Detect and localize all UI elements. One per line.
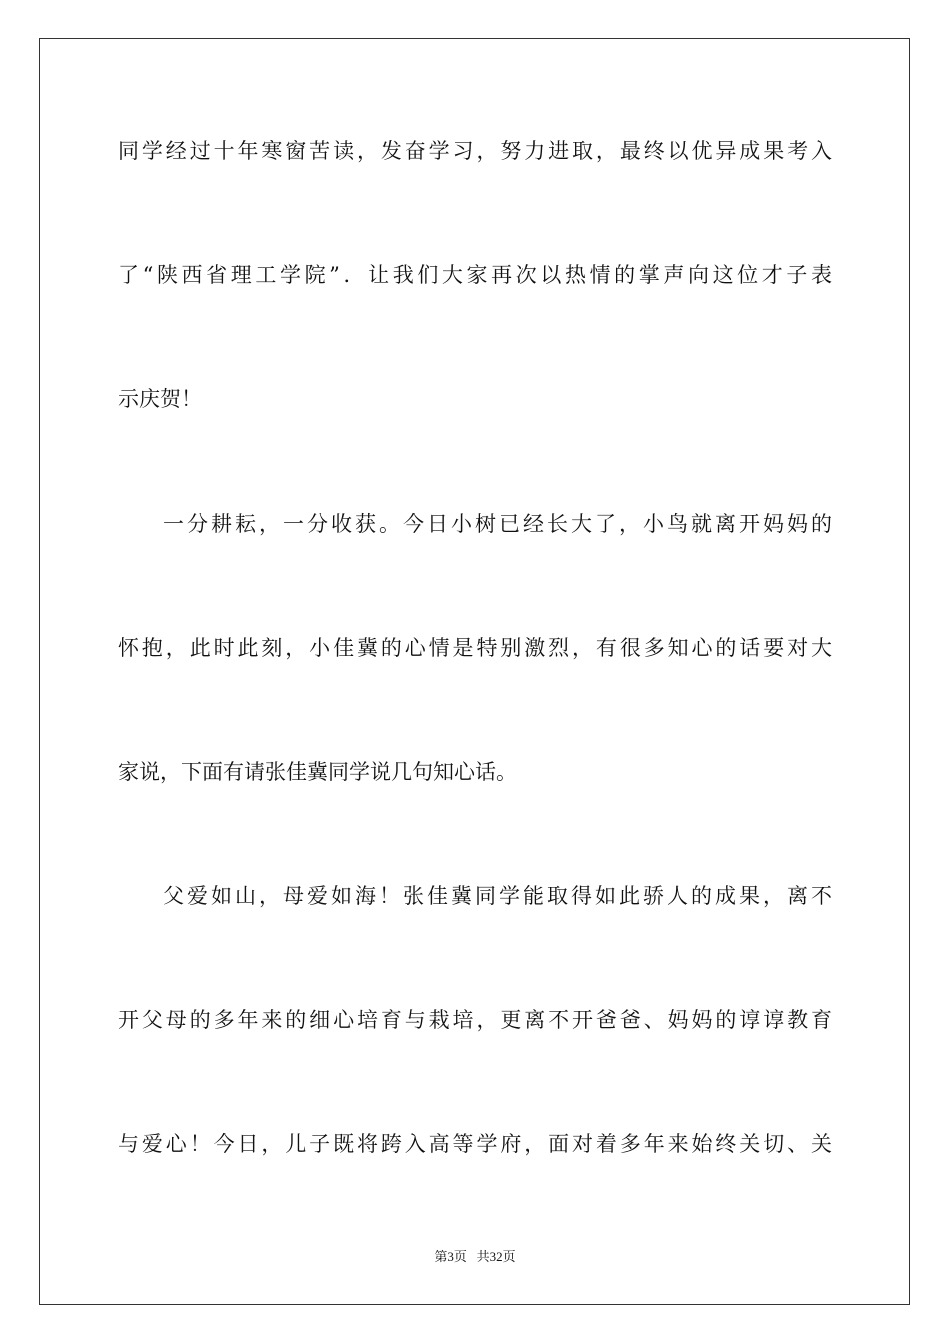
paragraph-line-indented: 一分耕耘，一分收获。今日小树已经长大了，小鸟就离开妈妈的 (163, 512, 832, 536)
page-border (39, 38, 910, 1305)
page-number: 第3页 (434, 1249, 467, 1264)
page-total: 共32页 (476, 1249, 516, 1264)
paragraph-line: 了“陕西省理工学院”．让我们大家再次以热情的掌声向这位才子表 (118, 263, 832, 287)
paragraph-line: 同学经过十年寒窗苦读，发奋学习，努力进取，最终以优异成果考入 (118, 139, 832, 163)
page-footer (0, 1246, 950, 1265)
paragraph-line: 家说，下面有请张佳冀同学说几句知心话。 (118, 760, 517, 784)
paragraph-line: 开父母的多年来的细心培育与栽培，更离不开爸爸、妈妈的谆谆教育 (118, 1008, 832, 1032)
paragraph-line: 示庆贺！ (118, 387, 202, 411)
paragraph-line: 怀抱，此时此刻，小佳冀的心情是特别激烈，有很多知心的话要对大 (118, 636, 832, 660)
paragraph-line: 与爱心！今日，儿子既将跨入高等学府，面对着多年来始终关切、关 (118, 1132, 832, 1156)
paragraph-line-indented: 父爱如山，母爱如海！张佳冀同学能取得如此骄人的成果，离不 (163, 884, 832, 908)
